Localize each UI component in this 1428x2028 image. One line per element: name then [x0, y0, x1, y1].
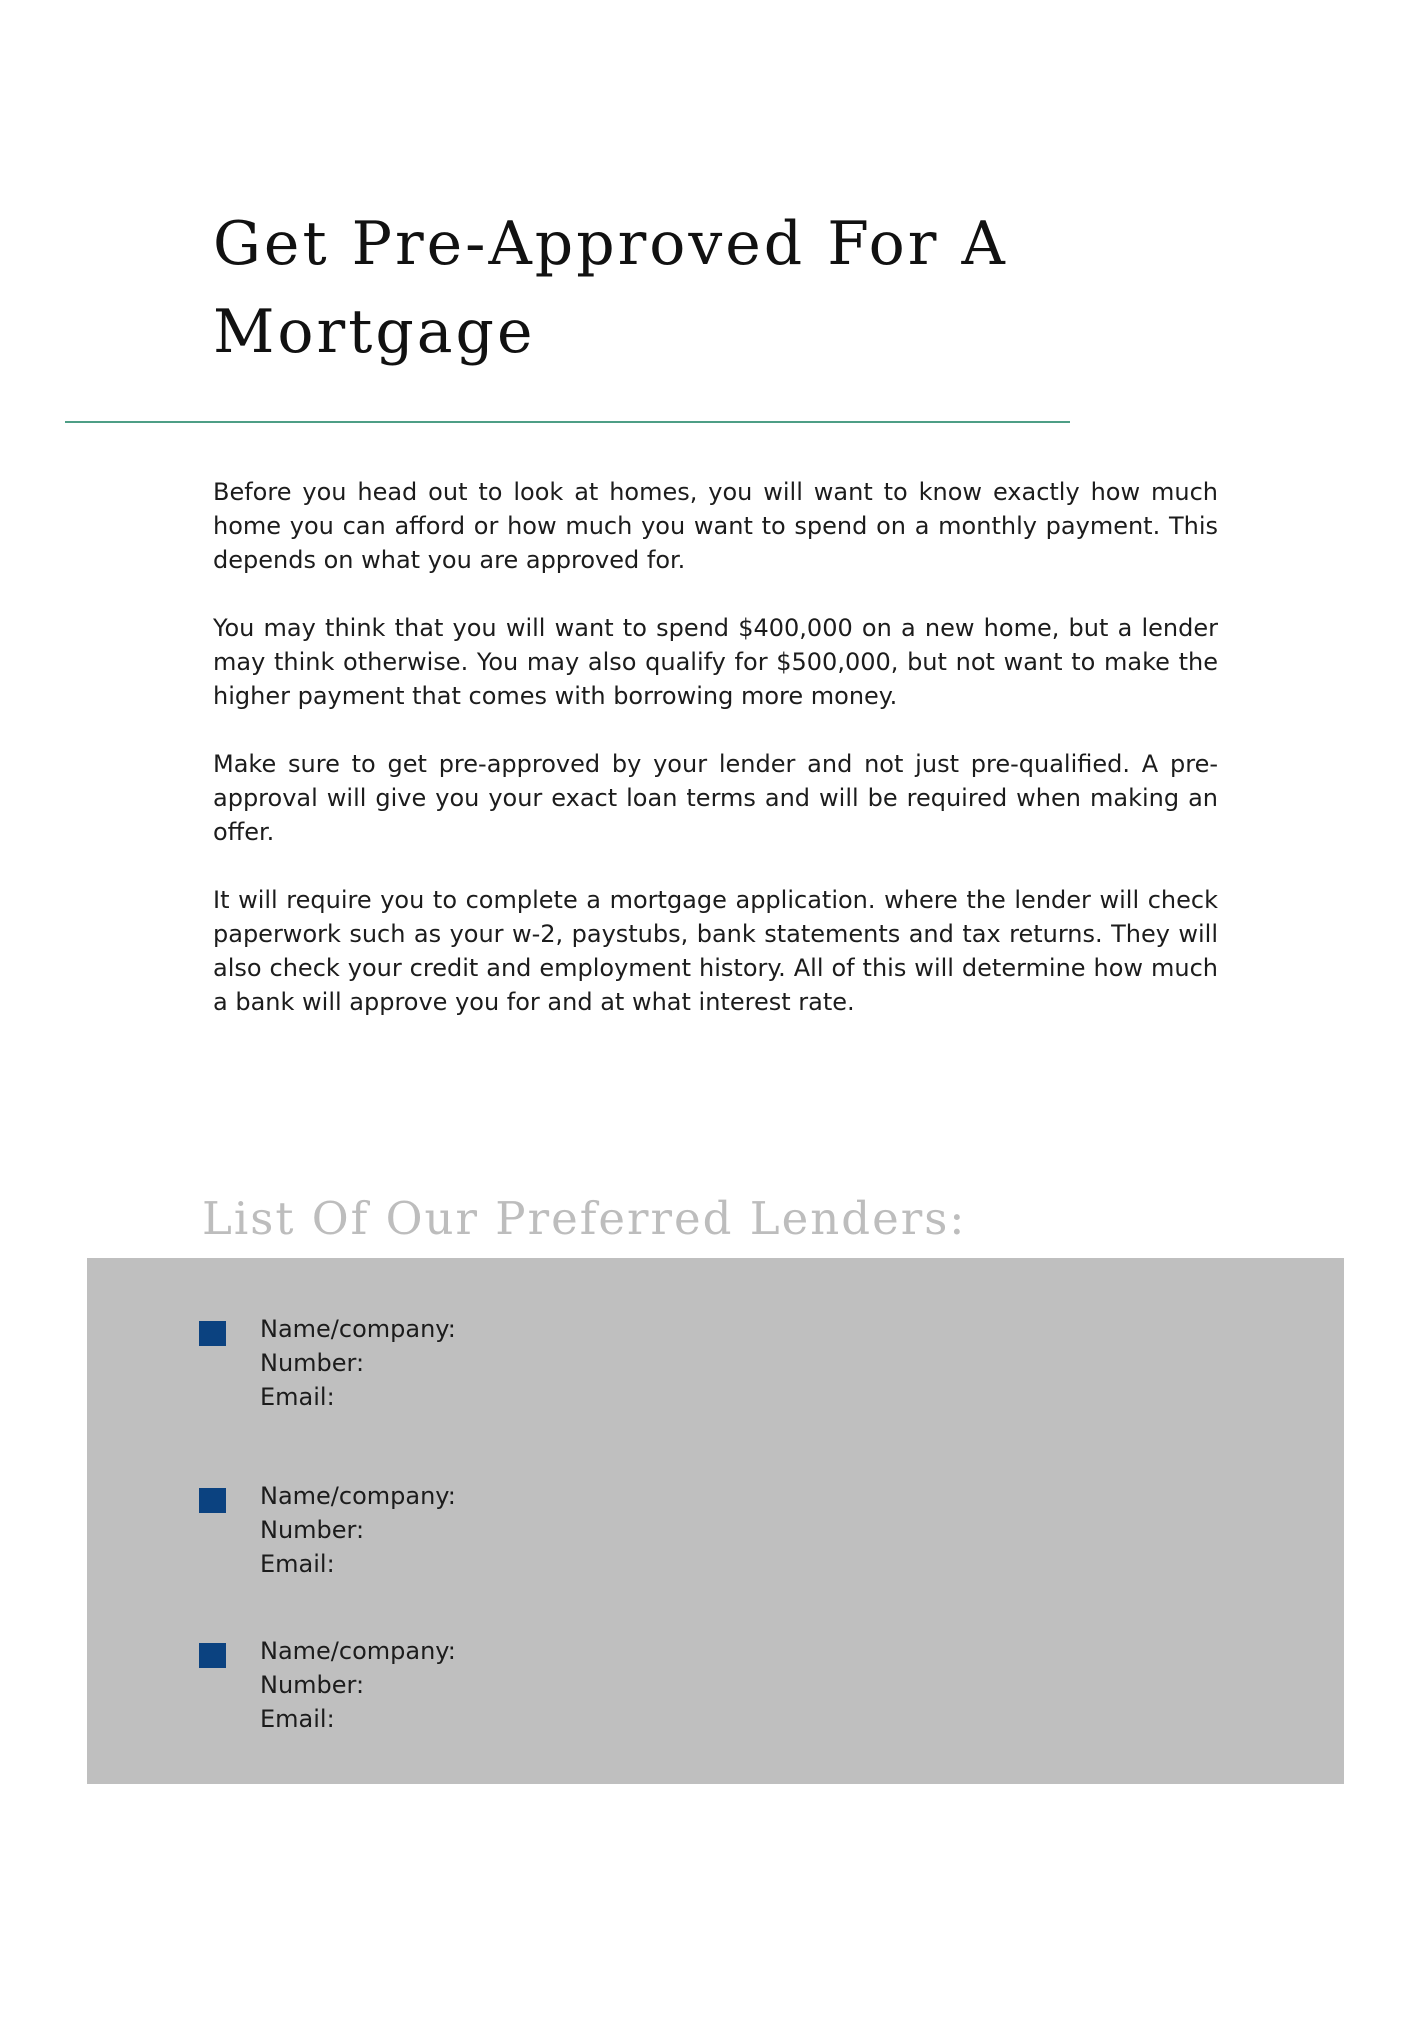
lender-fields	[260, 1312, 456, 1414]
lender-name-label: Name/company:	[260, 1315, 456, 1343]
lenders-panel	[87, 1258, 1344, 1784]
paragraph-spending: You may think that you will want to spend $400,000 on a new home, but a lender may think otherwise. You may also qualify for $500,000, but not want to make the higher payment that comes with borrowing more money.	[213, 614, 1218, 710]
lender-number-label: Number:	[260, 1671, 365, 1699]
square-bullet-icon	[199, 1643, 226, 1668]
lenders-heading: List Of Our Preferred Lenders:	[202, 1192, 967, 1245]
lender-email-label: Email:	[260, 1550, 335, 1578]
page-title: Get Pre-Approved For A Mortgage	[213, 209, 1008, 367]
paragraph-pre-approval: Make sure to get pre-approved by your lender and not just pre-qualified. A pre-approval will give you your exact loan terms and will be required when making an offer.	[213, 750, 1218, 846]
lender-number-label: Number:	[260, 1516, 365, 1544]
paragraph-application: It will require you to complete a mortgage application. where the lender will check paperwork such as your w-2, paystubs, bank statements and tax returns. They will also check your credit and employment history. All of this will determine how much a bank will approve you for and at what interest rate.	[213, 886, 1218, 1016]
paragraph-approval-intro: Before you head out to look at homes, you will want to know exactly how much home you can afford or how much you want to spend on a monthly payment. This depends on what you are approved for.	[213, 478, 1218, 574]
square-bullet-icon	[199, 1321, 226, 1346]
lender-email-label: Email:	[260, 1705, 335, 1733]
title-divider	[65, 421, 1070, 423]
square-bullet-icon	[199, 1488, 226, 1513]
lender-email-label: Email:	[260, 1383, 335, 1411]
lender-name-label: Name/company:	[260, 1637, 456, 1665]
body-text	[213, 475, 1218, 1053]
lender-fields	[260, 1479, 456, 1581]
lender-name-label: Name/company:	[260, 1482, 456, 1510]
lender-fields	[260, 1634, 456, 1736]
lender-number-label: Number:	[260, 1349, 365, 1377]
